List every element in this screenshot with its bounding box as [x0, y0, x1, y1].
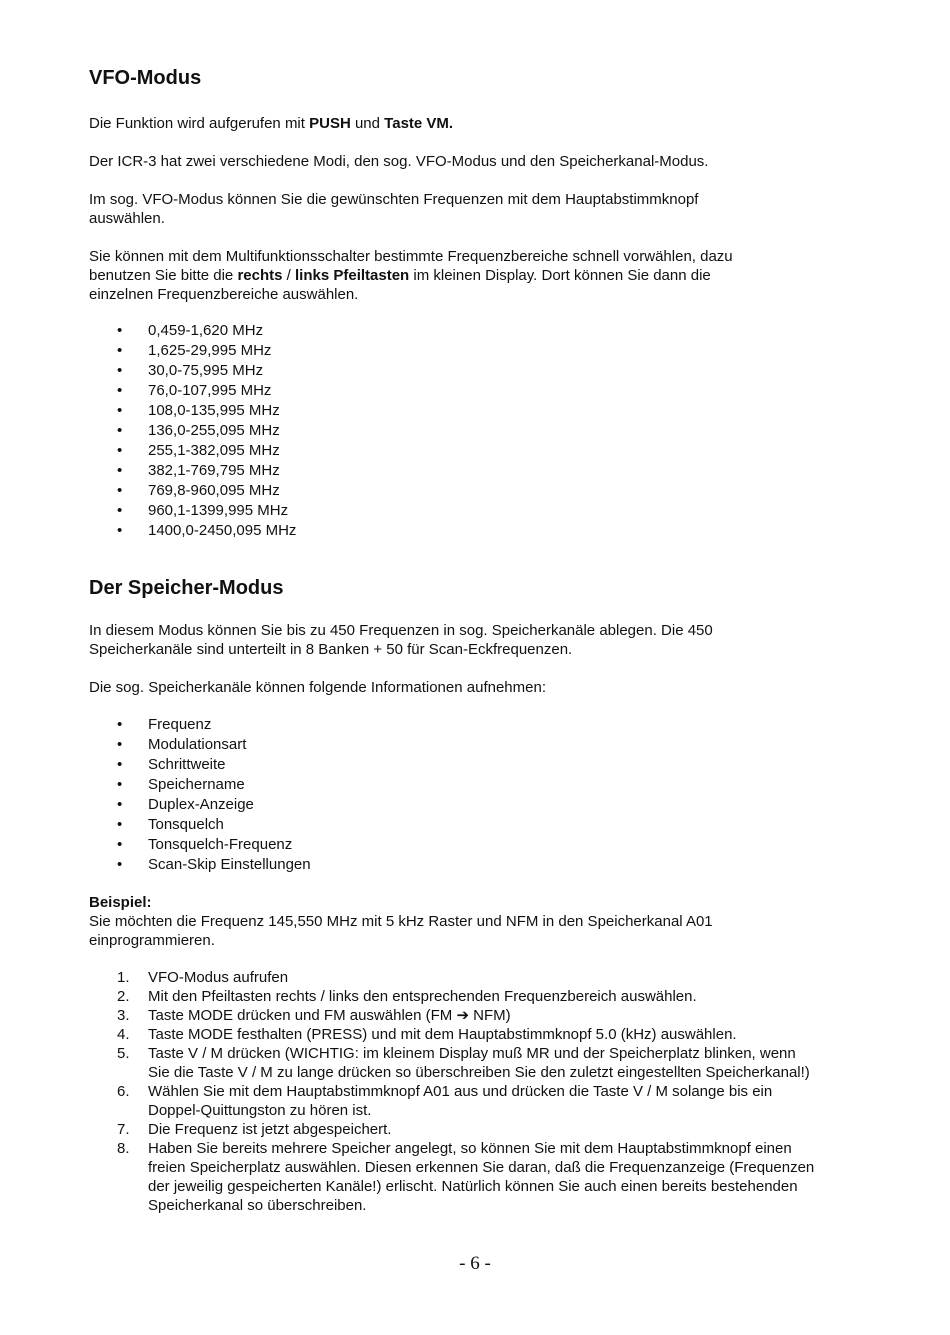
- step-item: [117, 1082, 817, 1120]
- bullet: •: [117, 402, 123, 419]
- item-label: Frequenz: [148, 716, 212, 733]
- bullet: •: [117, 856, 123, 873]
- step-number: 6.: [117, 1083, 130, 1100]
- range-label: 76,0-107,995 MHz: [148, 382, 272, 399]
- step-item: [117, 1006, 817, 1025]
- paragraph-vfo-call: [89, 114, 824, 133]
- steps-list: [117, 968, 817, 1215]
- paragraph-speicher-info: Die sog. Speicherkanäle können folgende Informationen aufnehmen:: [89, 679, 546, 696]
- list-item: [117, 421, 296, 441]
- list-item: [117, 715, 311, 735]
- links-keyword: links Pfeiltasten: [295, 267, 410, 284]
- text-line: Sie können mit dem Multifunktionsschalter bestimmte Frequenzbereiche schnell vorwählen, dazu: [89, 248, 733, 265]
- text-line: auswählen.: [89, 210, 165, 227]
- section-title-speicher: Der Speicher-Modus: [89, 577, 284, 599]
- range-label: 769,8-960,095 MHz: [148, 482, 280, 499]
- memory-info-list: [117, 715, 311, 875]
- step-text: Taste V / M drücken (WICHTIG: im kleinem Display muß MR und der Speicherplatz blinken, wenn Sie die Taste V / M zu lange drücken so überschreiben Sie den zuletzt eingestellten Speicherkanal!): [148, 1045, 810, 1081]
- range-label: 0,459-1,620 MHz: [148, 322, 264, 339]
- step-text: Haben Sie bereits mehrere Speicher angelegt, so können Sie mit dem Hauptabstimmknopf einen freien Speicherplatz auswählen. Diesen erkennen Sie daran, daß die Frequenzanzeige (Frequenzen der jeweilig gespeicherten Kanäle!) erlischt. Natürlich können Sie auch einen bereits bestehenden Speicherkanal so überschreiben.: [148, 1140, 815, 1214]
- bullet: •: [117, 482, 123, 499]
- list-item: [117, 461, 296, 481]
- paragraph-vfo-select: [89, 190, 824, 228]
- bullet: •: [117, 776, 123, 793]
- text: Die Funktion wird aufgerufen mit: [89, 115, 310, 132]
- text: /: [282, 267, 295, 284]
- bullet: •: [117, 836, 123, 853]
- list-item: [117, 441, 296, 461]
- item-label: Modulationsart: [148, 736, 247, 753]
- list-item: [117, 835, 311, 855]
- section-title-vfo: VFO-Modus: [89, 67, 202, 89]
- range-label: 136,0-255,095 MHz: [148, 422, 280, 439]
- list-item: [117, 755, 311, 775]
- step-number: 3.: [117, 1007, 130, 1024]
- text-line: Im sog. VFO-Modus können Sie die gewünschten Frequenzen mit dem Hauptabstimmknopf: [89, 191, 699, 208]
- list-item: [117, 775, 311, 795]
- bullet: •: [117, 462, 123, 479]
- range-label: 108,0-135,995 MHz: [148, 402, 280, 419]
- step-text: VFO-Modus aufrufen: [148, 969, 289, 986]
- text-line: einprogrammieren.: [89, 932, 215, 949]
- list-item: [117, 735, 311, 755]
- bullet: •: [117, 342, 123, 359]
- step-number: 5.: [117, 1045, 130, 1062]
- step-item: [117, 968, 817, 987]
- page-number: - 6 -: [459, 1253, 491, 1274]
- step-number: 2.: [117, 988, 130, 1005]
- list-item: [117, 855, 311, 875]
- text-line: einzelnen Frequenzbereiche auswählen.: [89, 286, 359, 303]
- step-text: Wählen Sie mit dem Hauptabstimmknopf A01 aus und drücken die Taste V / M solange bis ein Doppel-Quittungston zu hören ist.: [148, 1083, 773, 1119]
- paragraph-multifunction: [89, 247, 824, 304]
- list-item: [117, 815, 311, 835]
- step-number: 4.: [117, 1026, 130, 1043]
- rechts-keyword: rechts: [237, 267, 283, 284]
- text-line: Speicherkanäle sind unterteilt in 8 Banken + 50 für Scan-Eckfrequenzen.: [89, 641, 573, 658]
- example-heading: Beispiel:: [89, 894, 152, 911]
- item-label: Tonsquelch: [148, 816, 224, 833]
- list-item: [117, 401, 296, 421]
- bullet: •: [117, 716, 123, 733]
- bullet: •: [117, 736, 123, 753]
- bullet: •: [117, 422, 123, 439]
- step-item: [117, 1120, 817, 1139]
- range-label: 960,1-1399,995 MHz: [148, 502, 289, 519]
- item-label: Scan-Skip Einstellungen: [148, 856, 311, 873]
- list-item: [117, 481, 296, 501]
- list-item: [117, 321, 296, 341]
- text-line: In diesem Modus können Sie bis zu 450 Frequenzen in sog. Speicherkanäle ablegen. Die 450: [89, 622, 713, 639]
- bullet: •: [117, 322, 123, 339]
- bullet: •: [117, 382, 123, 399]
- list-item: [117, 381, 296, 401]
- range-label: 1,625-29,995 MHz: [148, 342, 272, 359]
- item-label: Speichername: [148, 776, 245, 793]
- step-item: [117, 1139, 817, 1215]
- list-item: [117, 795, 311, 815]
- step-text: Taste MODE drücken und FM auswählen (FM ➔ NFM): [148, 1007, 511, 1024]
- text: benutzen Sie bitte die: [89, 267, 238, 284]
- bullet: •: [117, 796, 123, 813]
- bullet: •: [117, 442, 123, 459]
- example-block: [89, 893, 824, 950]
- step-number: 8.: [117, 1140, 130, 1157]
- text-line: Sie möchten die Frequenz 145,550 MHz mit 5 kHz Raster und NFM in den Speicherkanal A01: [89, 913, 713, 930]
- step-text: Die Frequenz ist jetzt abgespeichert.: [148, 1121, 392, 1138]
- step-number: 1.: [117, 969, 130, 986]
- bullet: •: [117, 522, 123, 539]
- bullet: •: [117, 816, 123, 833]
- text: und: [350, 115, 385, 132]
- taste-vm-keyword: Taste VM.: [384, 115, 454, 132]
- step-number: 7.: [117, 1121, 130, 1138]
- paragraph-speicher-intro: [89, 621, 824, 659]
- range-label: 382,1-769,795 MHz: [148, 462, 280, 479]
- frequency-range-list: [117, 321, 296, 541]
- step-text: Mit den Pfeiltasten rechts / links den entsprechenden Frequenzbereich auswählen.: [148, 988, 697, 1005]
- item-label: Tonsquelch-Frequenz: [148, 836, 293, 853]
- step-item: [117, 987, 817, 1006]
- list-item: [117, 521, 296, 541]
- list-item: [117, 501, 296, 521]
- step-text: Taste MODE festhalten (PRESS) und mit dem Hauptabstimmknopf 5.0 (kHz) auswählen.: [148, 1026, 737, 1043]
- text: im kleinen Display. Dort können Sie dann die: [409, 267, 711, 284]
- range-label: 30,0-75,995 MHz: [148, 362, 264, 379]
- range-label: 1400,0-2450,095 MHz: [148, 522, 297, 539]
- bullet: •: [117, 502, 123, 519]
- bullet: •: [117, 756, 123, 773]
- range-label: 255,1-382,095 MHz: [148, 442, 280, 459]
- list-item: [117, 341, 296, 361]
- paragraph-modes: Der ICR-3 hat zwei verschiedene Modi, den sog. VFO-Modus und den Speicherkanal-Modus.: [89, 153, 709, 170]
- list-item: [117, 361, 296, 381]
- step-item: [117, 1025, 817, 1044]
- step-item: [117, 1044, 817, 1082]
- item-label: Schrittweite: [148, 756, 226, 773]
- item-label: Duplex-Anzeige: [148, 796, 254, 813]
- bullet: •: [117, 362, 123, 379]
- push-keyword: PUSH: [309, 115, 351, 132]
